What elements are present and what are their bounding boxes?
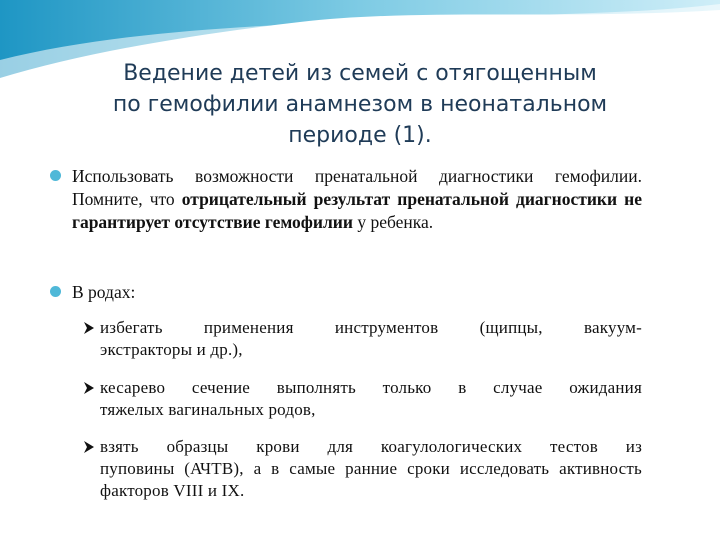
arrowhead-icon — [84, 382, 94, 394]
sub-item-line: взять образцы крови для коагулологических тестов из — [100, 437, 642, 456]
bullet-icon — [50, 286, 61, 297]
title-line-2: по гемофилии анамнезом в неонатальном — [112, 92, 608, 117]
bullet1-text-b: у ребенка. — [352, 212, 434, 232]
bullet-prenatal-diagnostics — [72, 165, 642, 234]
bullet1-text-a: Использовать возможности пренатальной диагностики гемофилии. Помните, что — [72, 166, 642, 209]
title-line-1: Ведение детей из семей с отягощенным — [123, 61, 597, 86]
sub-item-rest: экстракторы и др.), — [100, 340, 243, 359]
arrowhead-icon — [84, 322, 94, 334]
bullet-in-labor — [72, 281, 642, 304]
bullet1-bold: отрицательный результат пренатальной диагностики не гарантирует отсутствие гемофилии — [72, 189, 642, 232]
title-line-3: периоде (1). — [288, 123, 432, 148]
bullet2-label: В родах: — [72, 282, 136, 302]
sub-item-cesarean — [100, 377, 642, 421]
arrowhead-icon — [84, 441, 94, 453]
sub-item-rest: пуповины (АЧТВ), а в самые ранние сроки исследовать активность факторов VIII и IX. — [100, 459, 642, 500]
bullet-icon — [50, 170, 61, 181]
sub-item-rest: тяжелых вагинальных родов, — [100, 400, 316, 419]
sub-item-line: кесарево сечение выполнять только в случае ожидания — [100, 378, 642, 397]
sub-item-blood-samples — [100, 436, 642, 502]
sub-item-avoid-instruments — [100, 317, 642, 361]
sub-item-line: избегать применения инструментов (щипцы, вакуум- — [100, 318, 642, 337]
slide-title — [48, 58, 672, 151]
